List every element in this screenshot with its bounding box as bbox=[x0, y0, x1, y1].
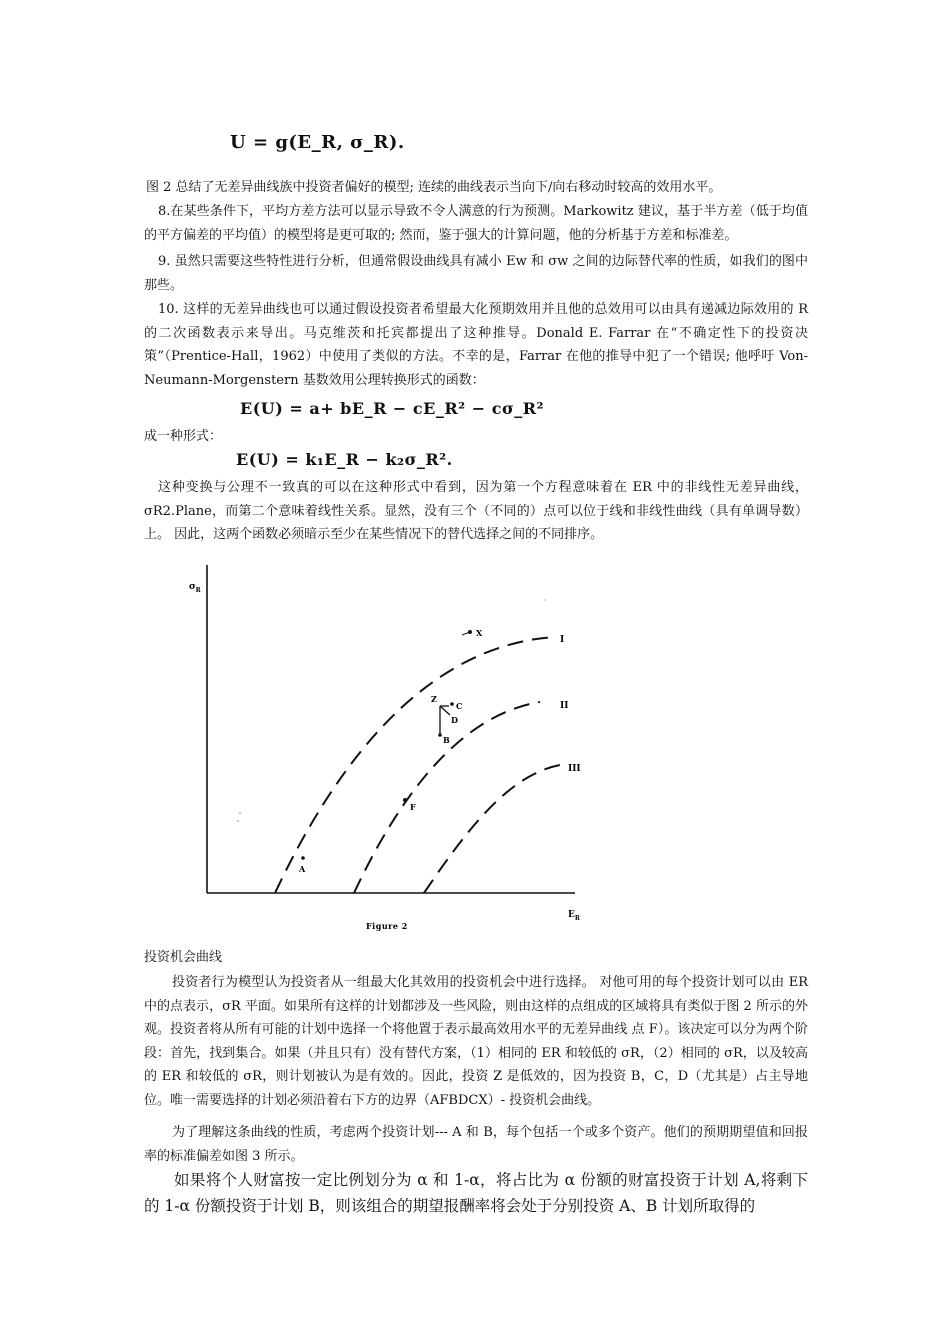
svg-text:A: A bbox=[299, 864, 306, 874]
point-Z-group bbox=[431, 694, 462, 745]
note-9-paragraph: 9. 虽然只需要这些特性进行分析，但通常假设曲线具有减小 Ew 和 σw 之间的边际替代率的性质，如我们的图中那些。 bbox=[144, 254, 808, 293]
expected-utility-equation-text: E(U) = a+ bE_R − cE_R² − cσ_R² bbox=[240, 399, 545, 418]
utility-equation-text: U = g(E_R, σ_R). bbox=[230, 132, 405, 153]
combination-paragraph: 如果将个人财富按一定比例划分为 α 和 1-α，将占比为 α 份额的财富投资于计划 A,将剩下的 1-α 份额投资于计划 B，则该组合的期望报酬率将会处于分别投资 A、B 计划所取得的 bbox=[144, 1171, 808, 1215]
curve-label-II: II bbox=[560, 701, 569, 711]
svg-text:C: C bbox=[456, 701, 463, 711]
into-form-paragraph: 成一种形式： bbox=[144, 429, 223, 444]
point-F bbox=[403, 798, 416, 812]
opportunity-paragraph: 投资者行为模型认为投资者从一组最大化其效用的投资机会中进行选择。 对他可用的每个投资计划可以由 ER 中的点表示，σR 平面。如果所有这样的计划都涉及一些风险，则由这样的点组成的区域将具有类似于图 2 所示的外观。投资者将从所有可能的计划中选择一个将他置于表示最高效用水平的无差异曲线 点 F）。该决定可以分为两个阶段：首先，找到集合。如果（并且只有）没有替代方案，（1）相同的 ER 和较低的 σR，（2）相同的 σR，以及较高的 ER 和较低的 σR，则计划被认为是有效的。因此，投资 Z 是低效的，因为投资 B，C，D（尤其是）占主导地位。唯一需要选择的计划必须沿着右下方的边界（AFBDCX）- 投资机会曲线。 bbox=[144, 975, 808, 1108]
svg-text:D: D bbox=[451, 715, 458, 725]
utility-equation bbox=[230, 132, 405, 153]
indifference-curve-III bbox=[424, 765, 560, 893]
svg-text:B: B bbox=[443, 735, 450, 745]
transform-paragraph: 这种变换与公理不一致真的可以在这种形式中看到，因为第一个方程意味着在 ER 中的非线性无差异曲线，σR2.Plane，而第二个意味着线性关系。显然，没有三个（不同的）点可以位于线和非线性曲线（具有单调导数）上。 因此，这两个函数必须暗示至少在某些情况下的替代选择之间的不同排序。 bbox=[144, 480, 808, 542]
simplified-utility-equation-text: E(U) = k₁E_R − k₂σ_R². bbox=[236, 450, 453, 469]
indifference-curve-I bbox=[275, 637, 555, 893]
fig2-caption-paragraph: 图 2 总结了无差异曲线族中投资者偏好的模型; 连续的曲线表示当向下/向右移动时较高的效用水平。 bbox=[146, 180, 722, 195]
y-axis-sub: R bbox=[195, 587, 201, 594]
figure-2 bbox=[180, 565, 620, 940]
x-axis-sub: R bbox=[574, 915, 580, 922]
note-8-paragraph: 8.在某些条件下，平均方差方法可以显示导致不令人满意的行为预测。Markowitz 建议，基于半方差（低于均值的平方偏差的平均值）的模型将是更可取的; 然而，鉴于强大的计算问题，他的分析基于方差和标准差。 bbox=[144, 204, 808, 243]
x-axis-label: $E_R$ bbox=[568, 910, 580, 922]
svg-text:X: X bbox=[476, 628, 483, 638]
svg-text:Z: Z bbox=[431, 694, 437, 704]
curve-label-I: I bbox=[560, 635, 565, 645]
point-X bbox=[462, 628, 483, 638]
curve-label-III: III bbox=[568, 764, 581, 774]
two-plans-paragraph: 为了理解这条曲线的性质，考虑两个投资计划--- A 和 B，每个包括一个或多个资产。他们的预期期望值和回报率的标准偏差如图 3 所示。 bbox=[144, 1125, 808, 1164]
svg-text:F: F bbox=[410, 802, 416, 812]
expected-utility-equation bbox=[240, 399, 544, 418]
y-axis-label: $\sigma_R$ bbox=[189, 582, 201, 594]
point-A bbox=[298, 856, 306, 874]
figure-caption: Figure 2 bbox=[366, 921, 408, 931]
note-10-paragraph: 10. 这样的无差异曲线也可以通过假设投资者希望最大化预期效用并且他的总效用可以由具有递减边际效用的 R 的二次函数表示来导出。马克维茨和托宾都提出了这种推导。Donald E. Farrar 在“不确定性下的投资决策”（Prentice-Hall，1962）中使用了类似的方法。不幸的是，Farrar 在他的推导中犯了一个错误; 他呼吁 Von-Neumann-Morgenstern 基数效用公理转换形式的函数： bbox=[144, 302, 808, 388]
simplified-utility-equation bbox=[236, 450, 453, 469]
section-title: 投资机会曲线 bbox=[144, 950, 223, 965]
indifference-curve-II bbox=[354, 702, 540, 893]
